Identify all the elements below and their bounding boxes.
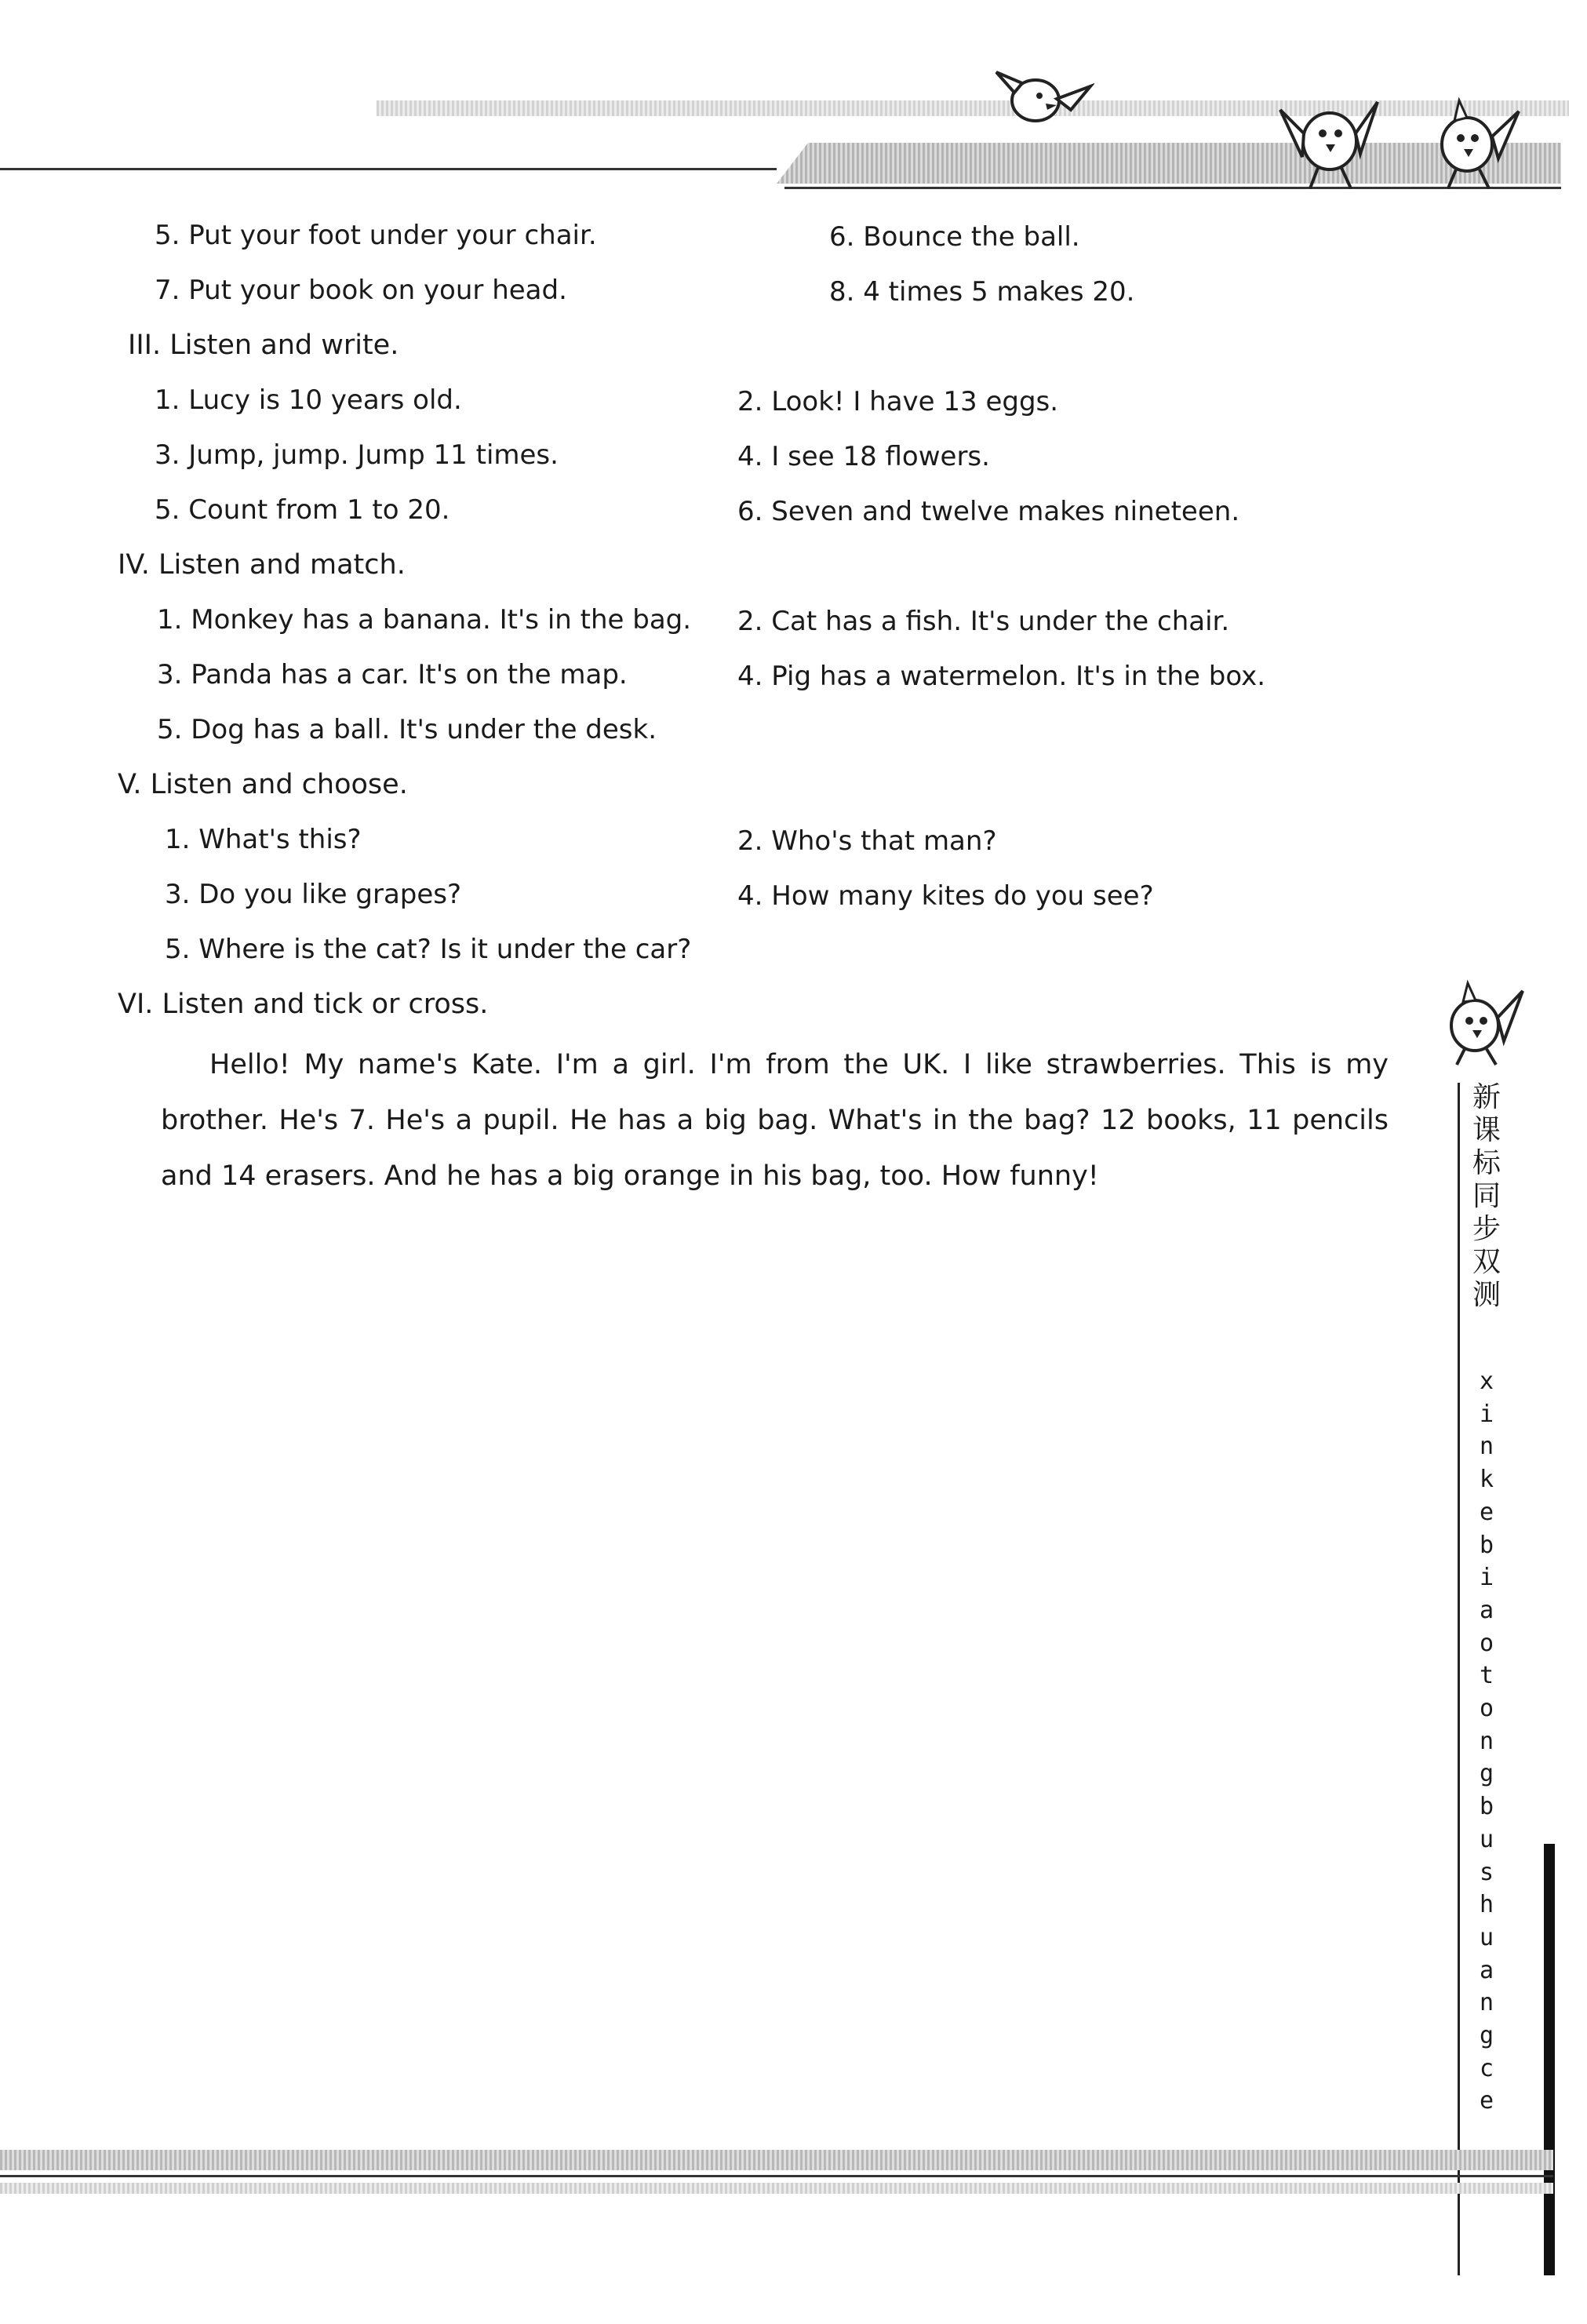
side-pinyin-char: u [1479, 1825, 1494, 1853]
header-band-light [377, 100, 1569, 116]
side-title-char: 新 [1472, 1081, 1501, 1113]
list-item: 6. Seven and twelve makes nineteen. [737, 496, 1240, 527]
side-pinyin-char: u [1479, 1923, 1494, 1951]
list-item: 1. Monkey has a banana. It's in the bag. [157, 604, 692, 636]
list-item: 8. 4 times 5 makes 20. [829, 276, 1135, 308]
list-item: 1. What's this? [165, 824, 362, 855]
side-pinyin-char: g [1479, 2022, 1494, 2050]
side-pinyin-char: c [1479, 2054, 1494, 2082]
footer-rule [0, 2175, 1553, 2177]
list-item: 2. Who's that man? [737, 825, 997, 857]
list-item: 2. Cat has a fish. It's under the chair. [737, 606, 1230, 637]
bird-icon [1420, 93, 1522, 191]
side-title-char: 步 [1472, 1213, 1501, 1245]
header-rule-left [0, 168, 777, 170]
side-rule [1458, 1083, 1460, 2275]
list-item: 6. Bounce the ball. [829, 221, 1080, 253]
section-heading-v: V. Listen and choose. [118, 769, 408, 800]
list-item: 5. Put your foot under your chair. [155, 220, 597, 251]
side-pinyin-char: a [1479, 1956, 1494, 1984]
list-item: 5. Where is the cat? Is it under the car? [165, 934, 692, 965]
side-pinyin [1472, 1365, 1501, 2118]
side-title-char: 双 [1472, 1246, 1501, 1278]
side-pinyin-char: o [1479, 1695, 1494, 1723]
section-heading-iii: III. Listen and write. [128, 330, 399, 361]
list-item: 3. Panda has a car. It's on the map. [157, 659, 628, 690]
side-pinyin-char: g [1479, 1760, 1494, 1788]
side-pinyin-char: e [1479, 1498, 1494, 1526]
listening-passage: Hello! My name's Kate. I'm a girl. I'm from the UK. I like strawberries. This is my brother. He's 7. He's a pupil. He has a big bag. What's in the bag? 12 books, 11 pencils and 14 erasers. And he has a big orange in his bag, too. How funny! [161, 1049, 1389, 1192]
side-pinyin-char: b [1479, 1793, 1494, 1821]
side-title [1469, 1081, 1505, 1312]
bird-icon [992, 55, 1094, 133]
side-pinyin-char: k [1479, 1466, 1494, 1494]
side-pinyin-char: o [1479, 1629, 1494, 1657]
side-pinyin-char: s [1479, 1858, 1494, 1886]
side-pinyin-char: n [1479, 1727, 1494, 1755]
side-title-char: 标 [1472, 1147, 1501, 1179]
side-pinyin-char: a [1479, 1596, 1494, 1624]
section-heading-vi: VI. Listen and tick or cross. [118, 989, 489, 1020]
footer-band-light [0, 2183, 1553, 2194]
side-pinyin-char: i [1479, 1400, 1494, 1428]
side-pinyin-char: b [1479, 1531, 1494, 1559]
side-pinyin-char: n [1479, 1433, 1494, 1461]
bird-icon [1279, 86, 1381, 192]
side-pinyin-char: h [1479, 1891, 1494, 1919]
section-heading-iv: IV. Listen and match. [118, 549, 406, 581]
list-item: 5. Count from 1 to 20. [155, 494, 450, 526]
list-item: 4. I see 18 flowers. [737, 441, 990, 472]
side-title-char: 测 [1472, 1279, 1501, 1311]
list-item: 3. Jump, jump. Jump 11 times. [155, 439, 559, 471]
list-item: 4. How many kites do you see? [737, 880, 1154, 912]
list-item: 7. Put your book on your head. [155, 275, 567, 306]
list-item: 5. Dog has a ball. It's under the desk. [157, 714, 657, 745]
list-item: 2. Look! I have 13 eggs. [737, 386, 1059, 417]
bird-icon [1432, 977, 1526, 1067]
side-bar [1544, 1844, 1555, 2275]
side-pinyin-char: i [1479, 1564, 1494, 1592]
list-item: 3. Do you like grapes? [165, 879, 462, 910]
list-item: 4. Pig has a watermelon. It's in the box. [737, 661, 1266, 692]
list-item: 1. Lucy is 10 years old. [155, 384, 462, 416]
side-title-char: 同 [1472, 1180, 1501, 1212]
side-pinyin-char: x [1479, 1368, 1494, 1395]
side-title-char: 课 [1472, 1114, 1501, 1146]
side-pinyin-char: t [1479, 1662, 1494, 1690]
footer-band [0, 2150, 1553, 2170]
side-pinyin-char: n [1479, 1989, 1494, 2017]
side-pinyin-char: e [1479, 2087, 1494, 2115]
